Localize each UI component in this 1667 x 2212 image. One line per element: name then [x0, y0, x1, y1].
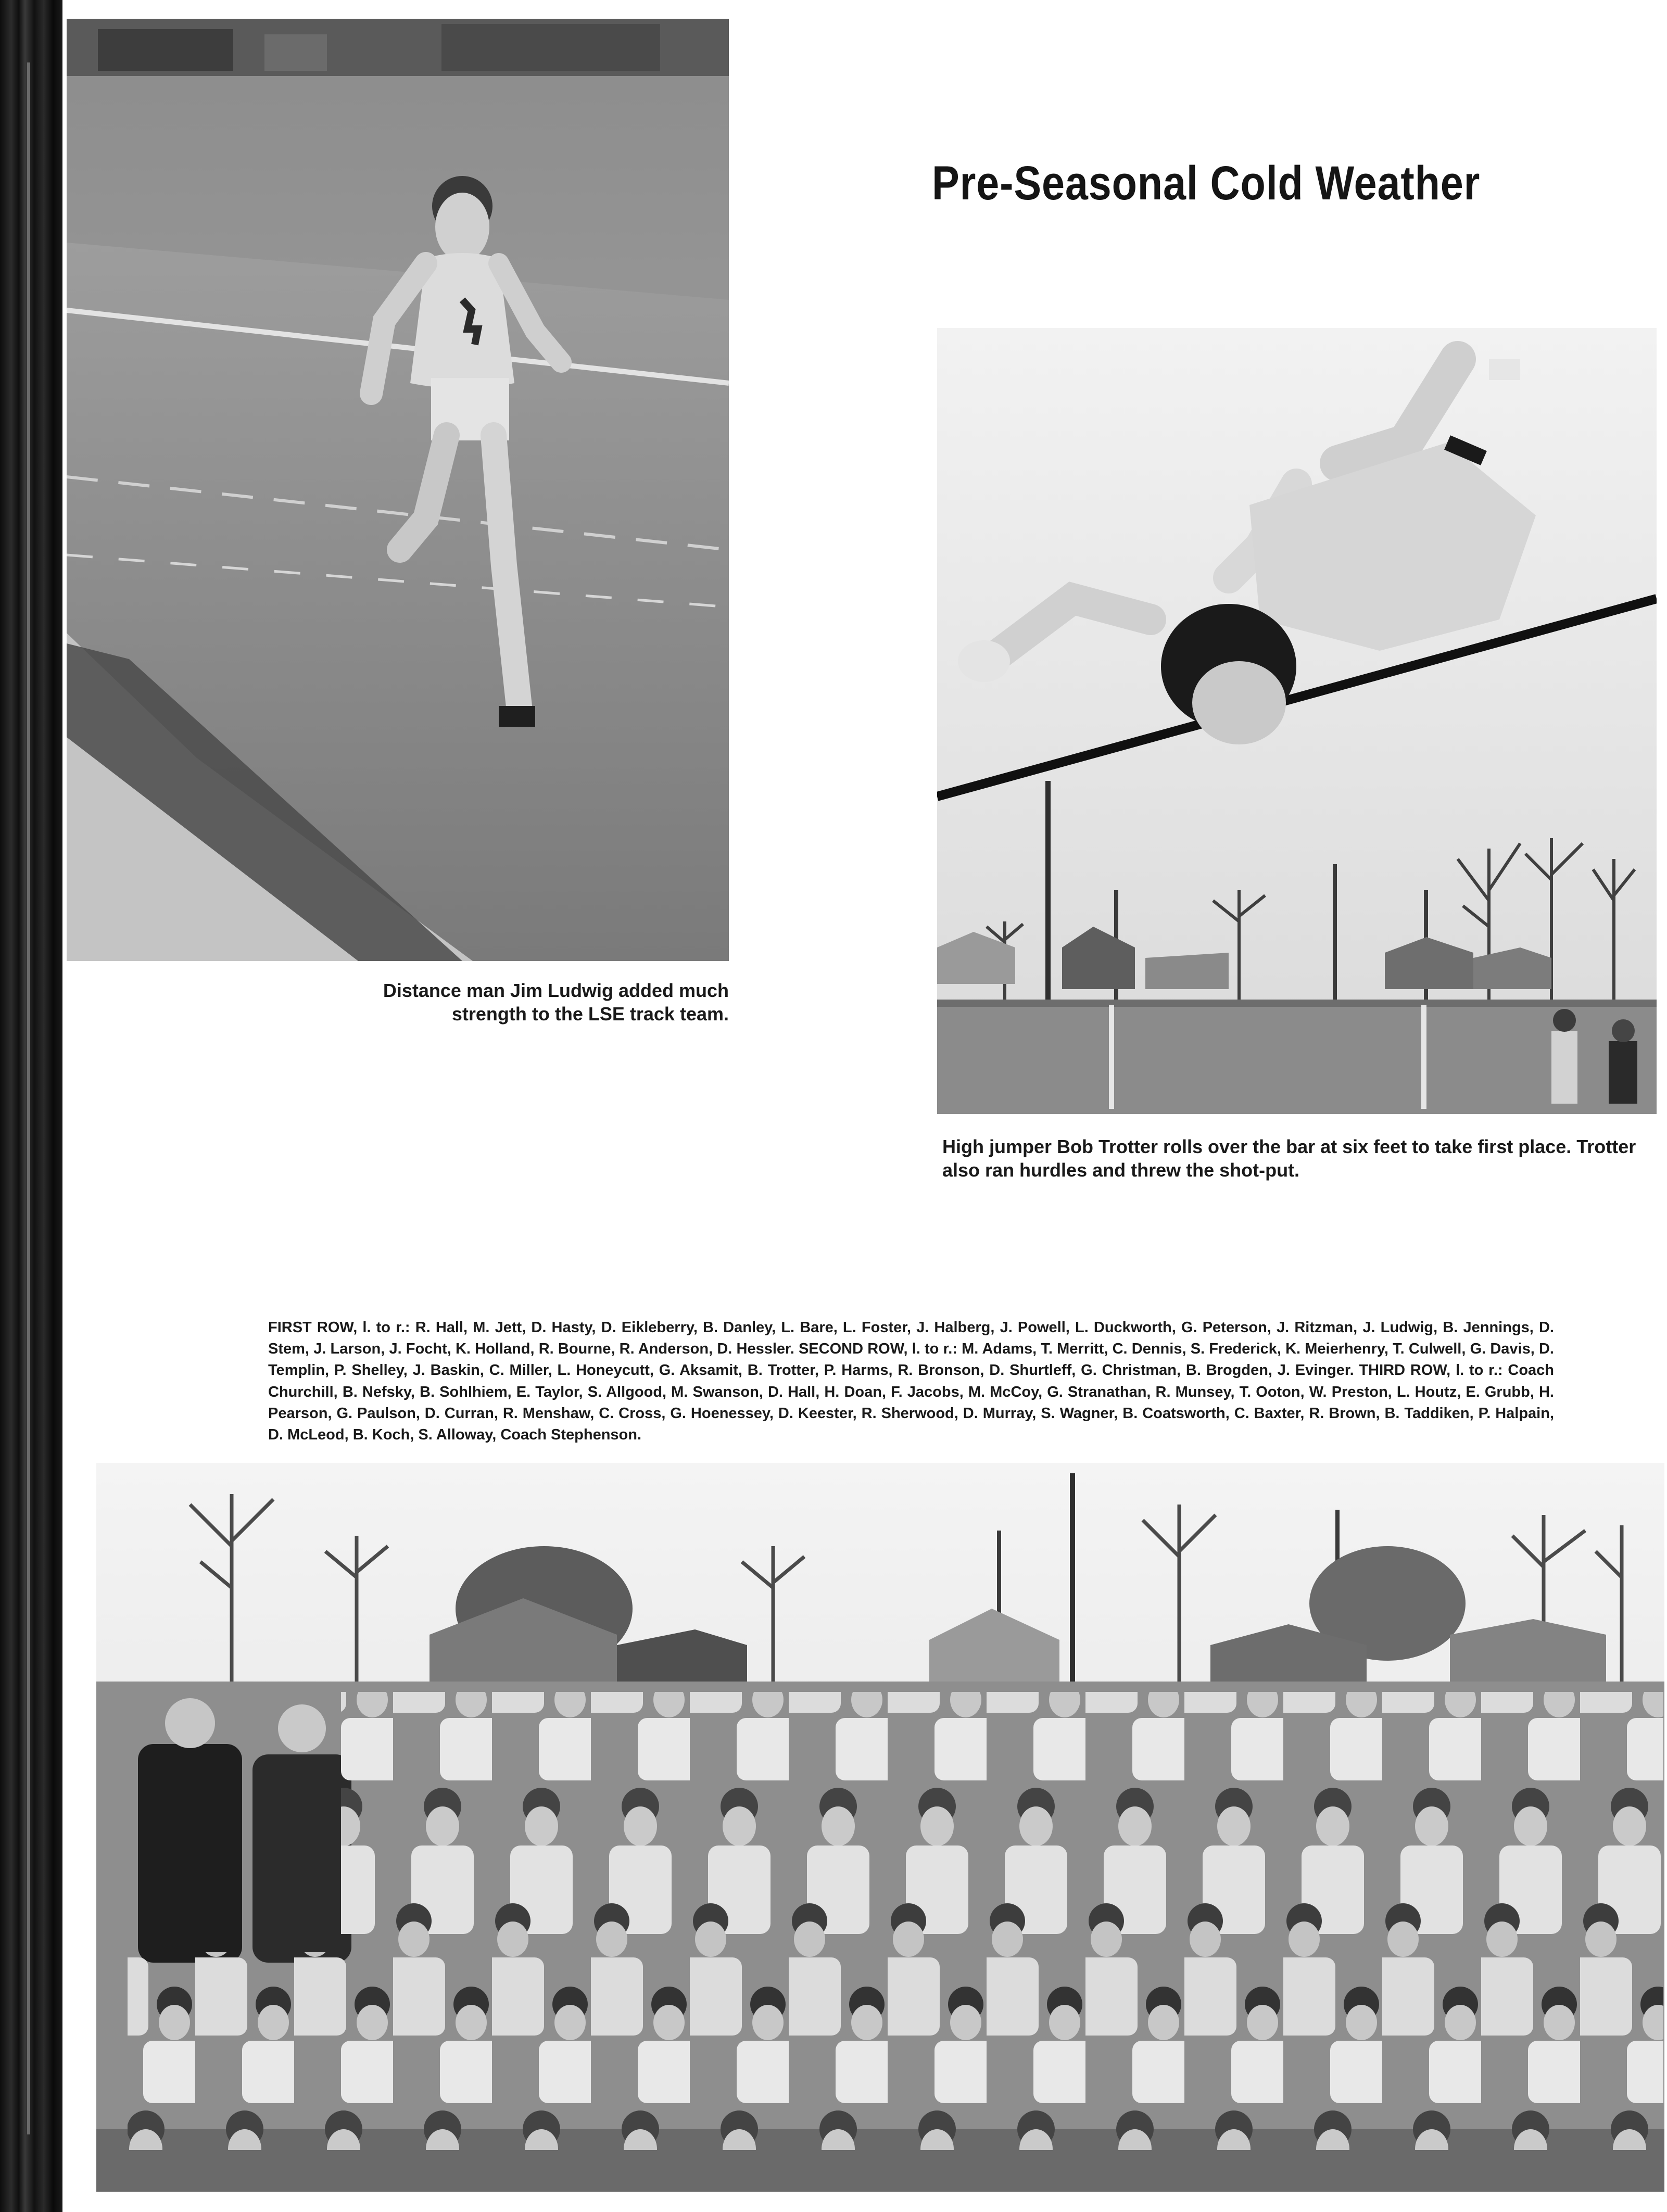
high-jumper-photo-image	[937, 328, 1657, 1114]
team-roster-caption: FIRST ROW, l. to r.: R. Hall, M. Jett, D. Hasty, D. Eikleberry, B. Danley, L. Bare, L. Foster, J. Halberg, J. Powell, L. Duckworth, G. Peterson, J. Ritzman, J. Ludwig, B. Jennings, D. Stem, J. Larson, J. Focht, K. Holland, R. Bourne, R. Anderson, D. Hessler. SECOND ROW, l. to r.: M. Adams, T. Merritt, C. Dennis, S. Frederick, K. Meierhenry, T. Culwell, G. Davis, D. Templin, P. Shelley, J. Baskin, C. Miller, L. Honeycutt, G. Aksamit, B. Trotter, P. Harms, R. Bronson, D. Shurtleff, G. Christman, B. Brogden, J. Evinger. THIRD ROW, l. to r.: Coach Churchill, B. Nefsky, B. Sohlhiem, E. Taylor, S. Allgood, M. Swanson, D. Hall, H. Doan, F. Jacobs, M. McCoy, G. Stranathan, R. Munsey, T. Ooton, W. Preston, L. Houtz, E. Grubb, H. Pearson, G. Paulson, D. Curran, R. Menshaw, C. Cross, G. Hoenessey, D. Keester, R. Sherwood, D. Murray, S. Wagner, B. Coatsworth, C. Baxter, R. Brown, B. Taddiken, P. Halpain, D. McLeod, B. Koch, S. Alloway, Coach Stephenson.	[268, 1319, 1554, 1443]
team-photo-image	[96, 1463, 1664, 2192]
runner-photo	[67, 19, 729, 961]
runner-photo-image	[67, 19, 729, 961]
high-jumper-caption: High jumper Bob Trotter rolls over the bar at six feet to take first place. Trotter also ran hurdles and threw the shot-put.	[942, 1136, 1636, 1181]
page-title: Pre-Seasonal Cold Weather	[932, 157, 1481, 210]
runner-caption: Distance man Jim Ludwig added much strength to the LSE track team.	[383, 980, 729, 1025]
high-jumper-photo	[937, 328, 1657, 1114]
spine-edge	[27, 62, 30, 2134]
book-spine	[0, 0, 62, 2212]
team-photo	[96, 1463, 1664, 2192]
